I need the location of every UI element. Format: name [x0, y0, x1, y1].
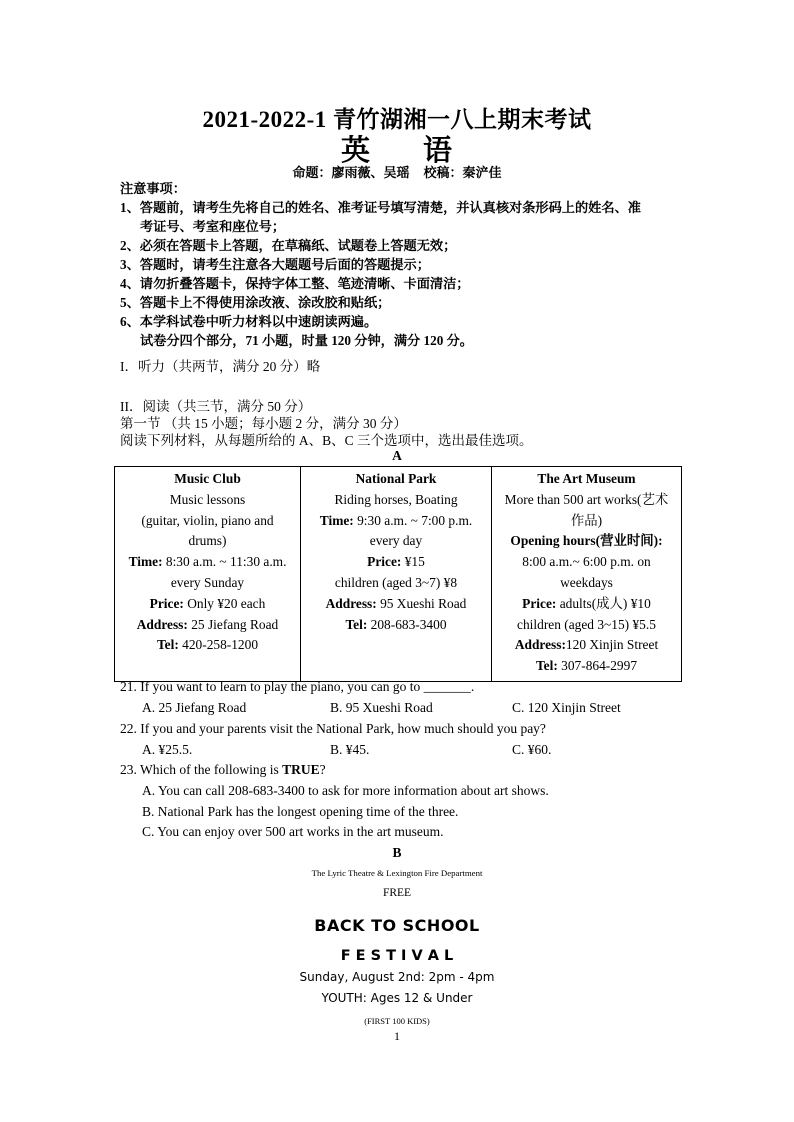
- museum-line: children (aged 3~15) ¥5.5: [517, 616, 656, 632]
- notice-item: 1、答题前，请考生先将自己的姓名、准考证号填写清楚，并认真核对条形码上的姓名、准: [120, 200, 641, 215]
- notice-heading: 注意事项：: [120, 181, 186, 196]
- music-price: Price: Only ¥20 each: [149, 595, 266, 611]
- subject-char-2: 语: [423, 135, 454, 167]
- page-number: 1: [394, 1029, 400, 1043]
- notice-item: 2、必须在答题卡上答题，在草稿纸、试题卷上答题无效；: [120, 238, 457, 253]
- q21-option-c: C. 120 Xinjin Street: [512, 700, 621, 715]
- notice-item: 5、答题卡上不得使用涂改液、涂改胶和贴纸；: [120, 295, 391, 310]
- music-tel: Tel: 420-258-1200: [156, 637, 259, 653]
- notice-item: 4、请勿折叠答题卡，保持字体工整、笔迹清晰、卡面清洁；: [120, 276, 470, 291]
- park-tel: Tel: 208-683-3400: [345, 616, 447, 632]
- museum-hours: Opening hours(营业时间):: [510, 533, 663, 549]
- question-22: 22. If you and your parents visit the National Park, how much should you pay?: [120, 721, 546, 736]
- listening-section: I．听力（共两节，满分 20 分）略: [120, 359, 321, 374]
- notice-item: 3、答题时，请考生注意各大题题号后面的答题提示；: [120, 257, 430, 272]
- reading-section: II．阅读（共三节，满分 50 分）: [120, 399, 312, 414]
- part1-heading: 第一节 （共 15 小题；每小题 2 分，满分 30 分）: [120, 416, 407, 431]
- q22-option-b: B. ¥45.: [330, 742, 370, 757]
- notice-summary: 试卷分四个部分，71 小题，时量 120 分钟，满分 120 分。: [140, 333, 473, 348]
- park-address: Address: 95 Xueshi Road: [325, 595, 467, 611]
- q23-option-c: C. You can enjoy over 500 art works in the art museum.: [142, 824, 444, 839]
- park-price: Price: ¥15: [367, 554, 425, 570]
- art-museum-title: The Art Museum: [537, 471, 636, 486]
- poster-sponsor: The Lyric Theatre & Lexington Fire Department: [311, 868, 483, 878]
- music-club-cell: [115, 467, 301, 682]
- question-21: 21. If you want to learn to play the piano, you can go to _______.: [120, 679, 475, 694]
- q21-option-b: B. 95 Xueshi Road: [330, 700, 433, 715]
- park-line: children (aged 3~7) ¥8: [334, 574, 458, 590]
- subject-char-1: 英: [340, 135, 371, 167]
- exam-title: 2021-2022-1 青竹湖湘一八上期末考试: [202, 107, 592, 132]
- national-park-cell: [301, 467, 492, 682]
- music-line: Music lessons: [169, 491, 246, 507]
- music-line: (guitar, violin, piano and: [141, 512, 274, 528]
- museum-tel: Tel: 307-864-2997: [535, 658, 638, 674]
- question-23: 23. Which of the following is TRUE?: [120, 762, 326, 777]
- passage-a-label: A: [392, 448, 402, 463]
- q23-option-a: A. You can call 208-683-3400 to ask for more information about art shows.: [142, 783, 549, 798]
- q22-option-c: C. ¥60.: [512, 742, 552, 757]
- poster-free: FREE: [382, 887, 412, 899]
- museum-line: 8:00 a.m.~ 6:00 p.m. on: [522, 554, 651, 570]
- advertisement-table: [114, 466, 682, 682]
- passage-b-label: B: [392, 845, 402, 860]
- notice-block: [120, 179, 685, 350]
- museum-line: 作品): [570, 512, 603, 528]
- park-time: Time: 9:30 a.m. ~ 7:00 p.m.: [319, 512, 473, 528]
- art-museum-cell: [492, 467, 682, 682]
- reading-instruction: 阅读下列材料，从每题所给的 A、B、C 三个选项中，选出最佳选项。: [120, 433, 533, 448]
- poster-first-100: (FIRST 100 KIDS): [364, 1016, 430, 1026]
- q23-option-b: B. National Park has the longest opening time of the three.: [142, 804, 459, 819]
- poster-date: Sunday, August 2nd: 2pm - 4pm: [299, 970, 495, 984]
- notice-item: 6、本学科试卷中听力材料以中速朗读两遍。: [120, 314, 378, 329]
- poster-heading: BACK TO SCHOOL: [314, 916, 480, 935]
- museum-line: weekdays: [560, 574, 613, 590]
- q21-option-a: A. 25 Jiefang Road: [142, 700, 247, 715]
- national-park-title: National Park: [355, 471, 437, 486]
- music-line: every Sunday: [170, 574, 245, 590]
- park-line: Riding horses, Boating: [334, 491, 458, 507]
- authors-label: 命题：廖雨薇、吴瑶: [292, 165, 410, 180]
- poster-youth: YOUTH: Ages 12 & Under: [321, 991, 473, 1005]
- music-address: Address: 25 Jiefang Road: [136, 616, 279, 632]
- museum-line: More than 500 art works(艺术: [504, 491, 669, 507]
- music-club-title: Music Club: [174, 471, 241, 486]
- park-line: every day: [369, 533, 423, 549]
- q22-option-a: A. ¥25.5.: [142, 742, 193, 757]
- museum-price: Price: adults(成人) ¥10: [522, 595, 651, 611]
- proofreader-label: 校稿：秦浐佳: [423, 165, 502, 180]
- notice-item-continued: 考证号、考室和座位号；: [140, 219, 286, 234]
- music-time: Time: 8:30 a.m. ~ 11:30 a.m.: [128, 554, 287, 570]
- poster-festival: F E S T I V A L: [340, 948, 454, 964]
- music-line: drums): [188, 533, 227, 549]
- museum-address: Address:120 Xinjin Street: [514, 637, 659, 653]
